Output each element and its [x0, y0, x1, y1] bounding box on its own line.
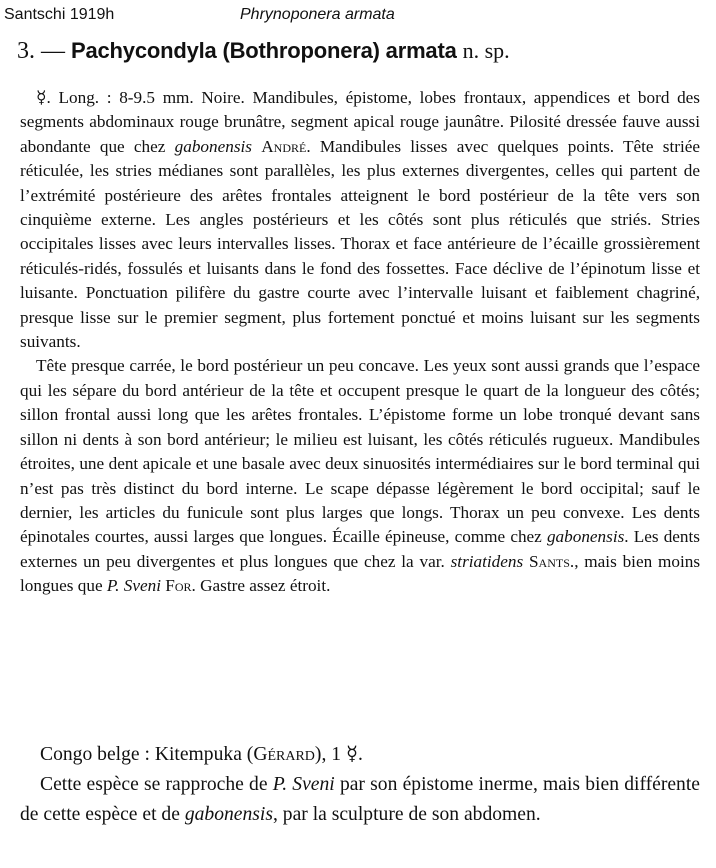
text-run: ☿. Long. : 8-9.5 mm. Noire. Mandibules, épistome, lobes frontaux, appendices et bord des segments abdominaux rouge brunâtre, segment apical rouge jaunâtre. Pilosité dressée fauve aussi abondante que chez: [20, 88, 700, 156]
text-run: ), 1 ☿.: [314, 744, 363, 765]
text-run: Tête presque carrée, le bord postérieur un peu concave. Les yeux sont aussi grands que l’espace qui les sépare du bord antérieur de la tête et occupent presque le quart de la longueur des côtés; sillon frontal aussi long que les arêtes frontales. L’épistome forme un lobe tronqué devant sans sillon ni dents à son bord antérieur; le milieu est luisant, les côtés réticulés rugueux. Mandibules étroites, une dent apicale et une basale avec deux sinuosités intermédiaires sur le bord terminal qui n’est pas très distinct du bord interne. Le scape dépasse légèrement le bord occipital; sauf le dernier, les articles du funicule sont plus larges que longs. Thorax un peu convexe. Les dents épinotales courtes, aussi larges que longues. Écaille épineuse, comme chez: [20, 356, 700, 547]
author-name: Sants: [529, 551, 570, 571]
heading-dash: —: [41, 38, 65, 64]
locality-section: [20, 740, 700, 830]
text-run: Cette espèce se rapproche de: [40, 774, 273, 795]
taxon-name: P. Sveni: [272, 774, 335, 795]
species-status: n. sp.: [462, 38, 510, 63]
text-run: . Mandibules lisses avec quelques points. Tête striée réticulée, les stries médianes sont parallèles, les plus externes divergentes, celles qui partent de l’extrémité postérieure des arêtes frontales atteignent le bord postérieur de la tête vers son cinquième externe. Les angles postérieurs et les côtés sont plus réticulés que striés. Stries occipitales lisses avec leurs intervalles lisses. Thorax et face antérieure de l’écaille grossièrement réticulés-ridés, fossulés et luisants dans le fond des fossettes. Face déclive de l’épinotum lisse et luisante. Ponctuation pilifère du gastre courte avec l’intervalle luisant et faiblement chagriné, presque lisse sur le premier segment, plus fortement ponctué et moins luisant sur les segments suivants.: [20, 136, 701, 352]
description-paragraph: [20, 354, 700, 598]
text-run: Congo belge : Kitempuka (: [40, 744, 254, 765]
taxon-name: striatidens: [450, 551, 524, 571]
genus-label: Phrynoponera armata: [240, 6, 395, 23]
taxon-name: gabonensis: [184, 804, 273, 825]
text-run: ., mais bien moins longues que: [20, 551, 701, 596]
description-paragraph: [20, 86, 700, 354]
species-description: [20, 86, 700, 599]
species-number: 3.: [17, 38, 35, 64]
text-run: [252, 137, 261, 156]
text-run: . Gastre assez étroit.: [191, 576, 331, 596]
page-header: [4, 4, 395, 26]
species-heading: [17, 36, 510, 66]
species-name: Pachycondyla (Bothroponera) armata: [71, 38, 457, 63]
locality-paragraph: [20, 740, 700, 770]
author-name: André: [261, 136, 307, 156]
taxon-name: P. Sveni: [106, 576, 161, 596]
text-run: par son épistome inerme, mais bien différente de cette espèce et de: [20, 774, 700, 825]
author-name: For: [165, 576, 192, 596]
text-run: , par la sculpture de son abdomen.: [272, 804, 541, 825]
taxon-name: gabonensis: [174, 136, 252, 156]
taxon-name: gabonensis: [546, 527, 625, 547]
citation-label: Santschi 1919h: [4, 6, 115, 23]
remarks-paragraph: [20, 770, 700, 830]
author-name: Gérard: [253, 744, 315, 765]
text-run: . Les dents externes un peu divergentes et plus longues que chez la var.: [20, 527, 700, 571]
